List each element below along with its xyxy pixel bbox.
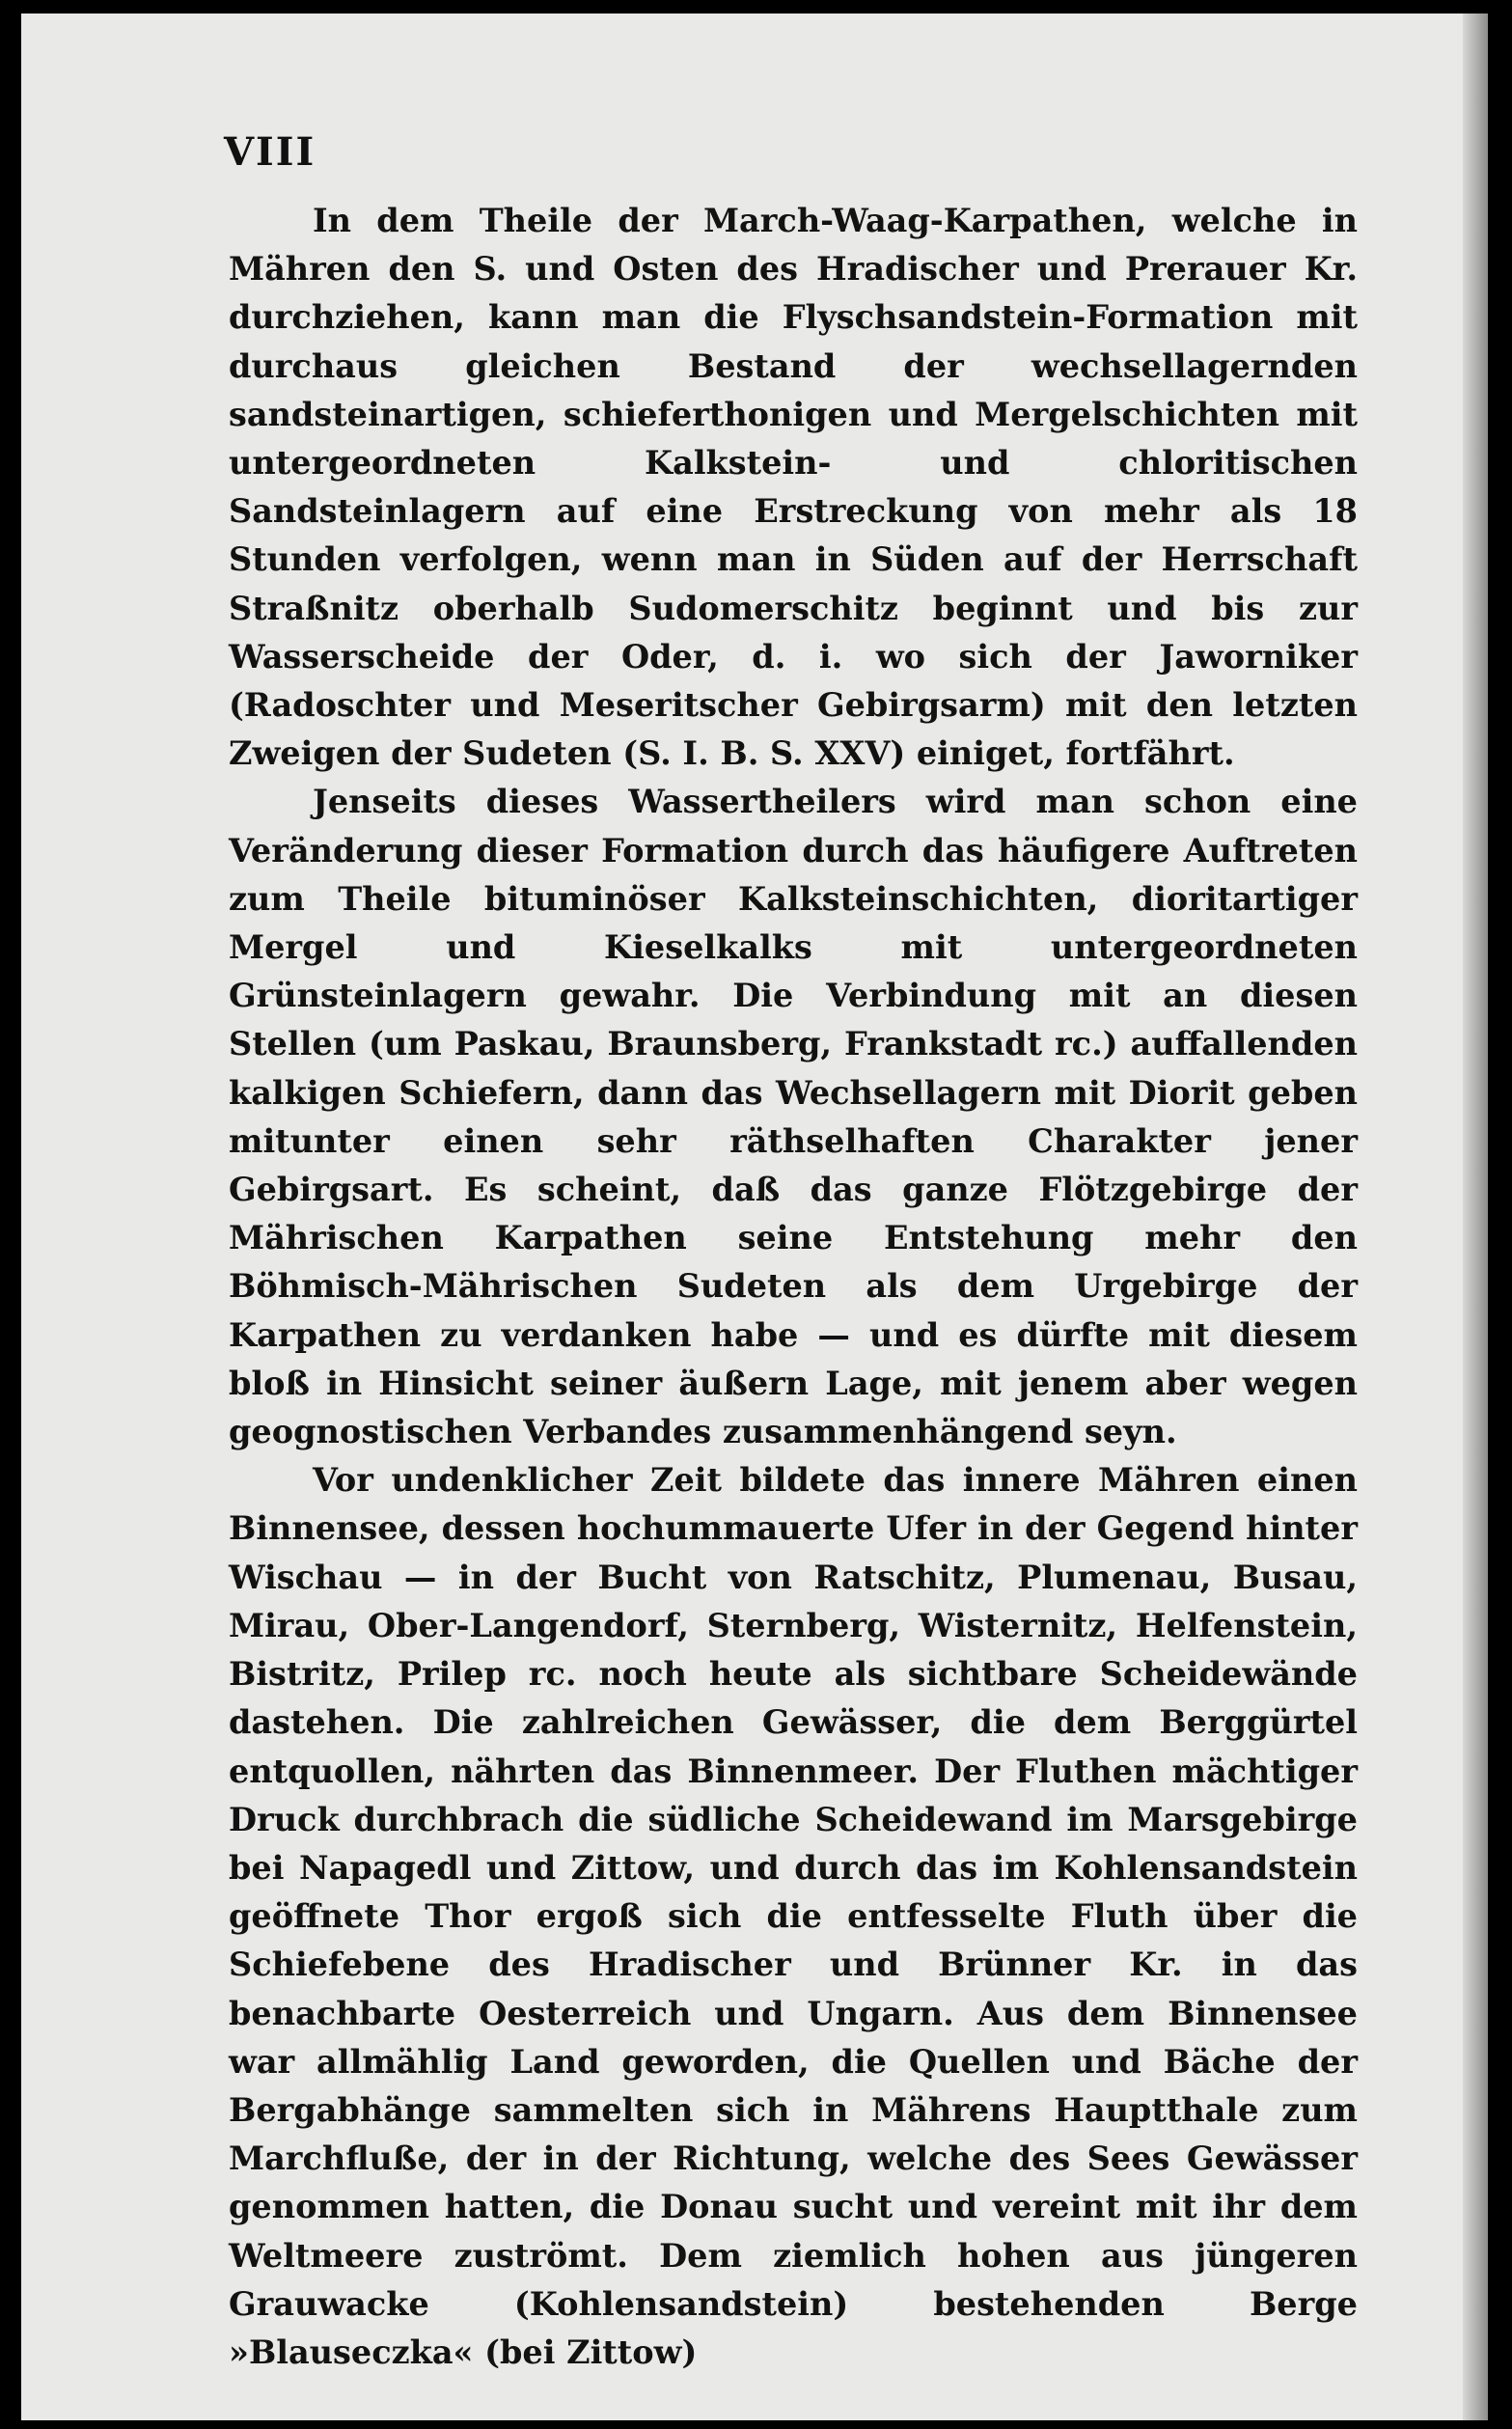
paragraph: Vor undenklicher Zeit bildete das innere Mähren einen Binnensee, dessen hochummauerte Ufer in der Gegend hinter Wischau — in der Bucht von Ratschitz, Plumenau, Busau, Mirau, Ober-Langendorf, Sternberg, Wisternitz, Helfenstein, Bistritz, Prilep rc. noch heute als sichtbare Scheidewände dastehen. Die zahlreichen Gewässer, die dem Berggürtel entquollen, nährten das Binnenmeer. Der Fluthen mächtiger Druck durchbrach die südliche Scheidewand im Marsgebirge bei Napagedl und Zittow, und durch das im Kohlensandstein geöffnete Thor ergoß sich die entfesselte Fluth über die Schiefebene des Hradischer und Brünner Kr. in das benachbarte Oesterreich und Ungarn. Aus dem Binnensee war allmählig Land geworden, die Quellen und Bäche der Bergabhänge sammelten sich in Mährens Hauptthale zum Marchfluße, der in der Richtung, welche des Sees Gewässer genommen hatten, die Donau sucht und vereint mit ihr dem Weltmeere zuströmt. Dem ziemlich hohen aus jüngeren Grauwacke (Kohlensandstein) bestehenden Berge »Blauseczka« (bei Zittow) [229,1461,1358,2371]
page-gutter-shadow [1463,14,1488,2420]
paragraph: Jenseits dieses Wassertheilers wird man schon eine Veränderung dieser Formation durch das häufigere Auftreten zum Theile bituminöser Kalksteinschichten, dioritartiger Mergel und Kieselkalks mit untergeordneten Grünsteinlagern gewahr. Die Verbindung mit an diesen Stellen (um Paskau, Braunsberg, Frankstadt rc.) auffallenden kalkigen Schiefern, dann das Wechsellagern mit Diorit geben mitunter einen sehr räthselhaften Charakter jener Gebirgsart. Es scheint, daß das ganze Flötzgebirge der Mährischen Karpathen seine Entstehung mehr den Böhmisch-Mährischen Sudeten als dem Urgebirge der Karpathen zu verdanken habe — und es dürfte mit diesem bloß in Hinsicht seiner äußern Lage, mit jenem aber wegen geognostischen Verbandes zusammenhängend seyn. [229,783,1358,1451]
paragraph: In dem Theile der March-Waag-Karpathen, welche in Mähren den S. und Osten des Hradischer und Prerauer Kr. durchziehen, kann man die Flyschsandstein-Formation mit durchaus gleichen Bestand der wechsellagernden sandsteinartigen, schieferthonigen und Mergelschichten mit untergeordneten Kalkstein- und chloritischen Sandsteinlagern auf eine Erstreckung von mehr als 18 Stunden verfolgen, wenn man in Süden auf der Herrschaft Straßnitz oberhalb Sudomerschitz beginnt und bis zur Wasserscheide der Oder, d. i. wo sich der Jaworniker (Radoschter und Meseritscher Gebirgsarm) mit den letzten Zweigen der Sudeten (S. I. B. S. XXV) einiget, fortfährt. [229,202,1358,773]
book-page [21,14,1488,2420]
page-number: VIII [224,129,316,175]
body-text [229,197,1358,2377]
